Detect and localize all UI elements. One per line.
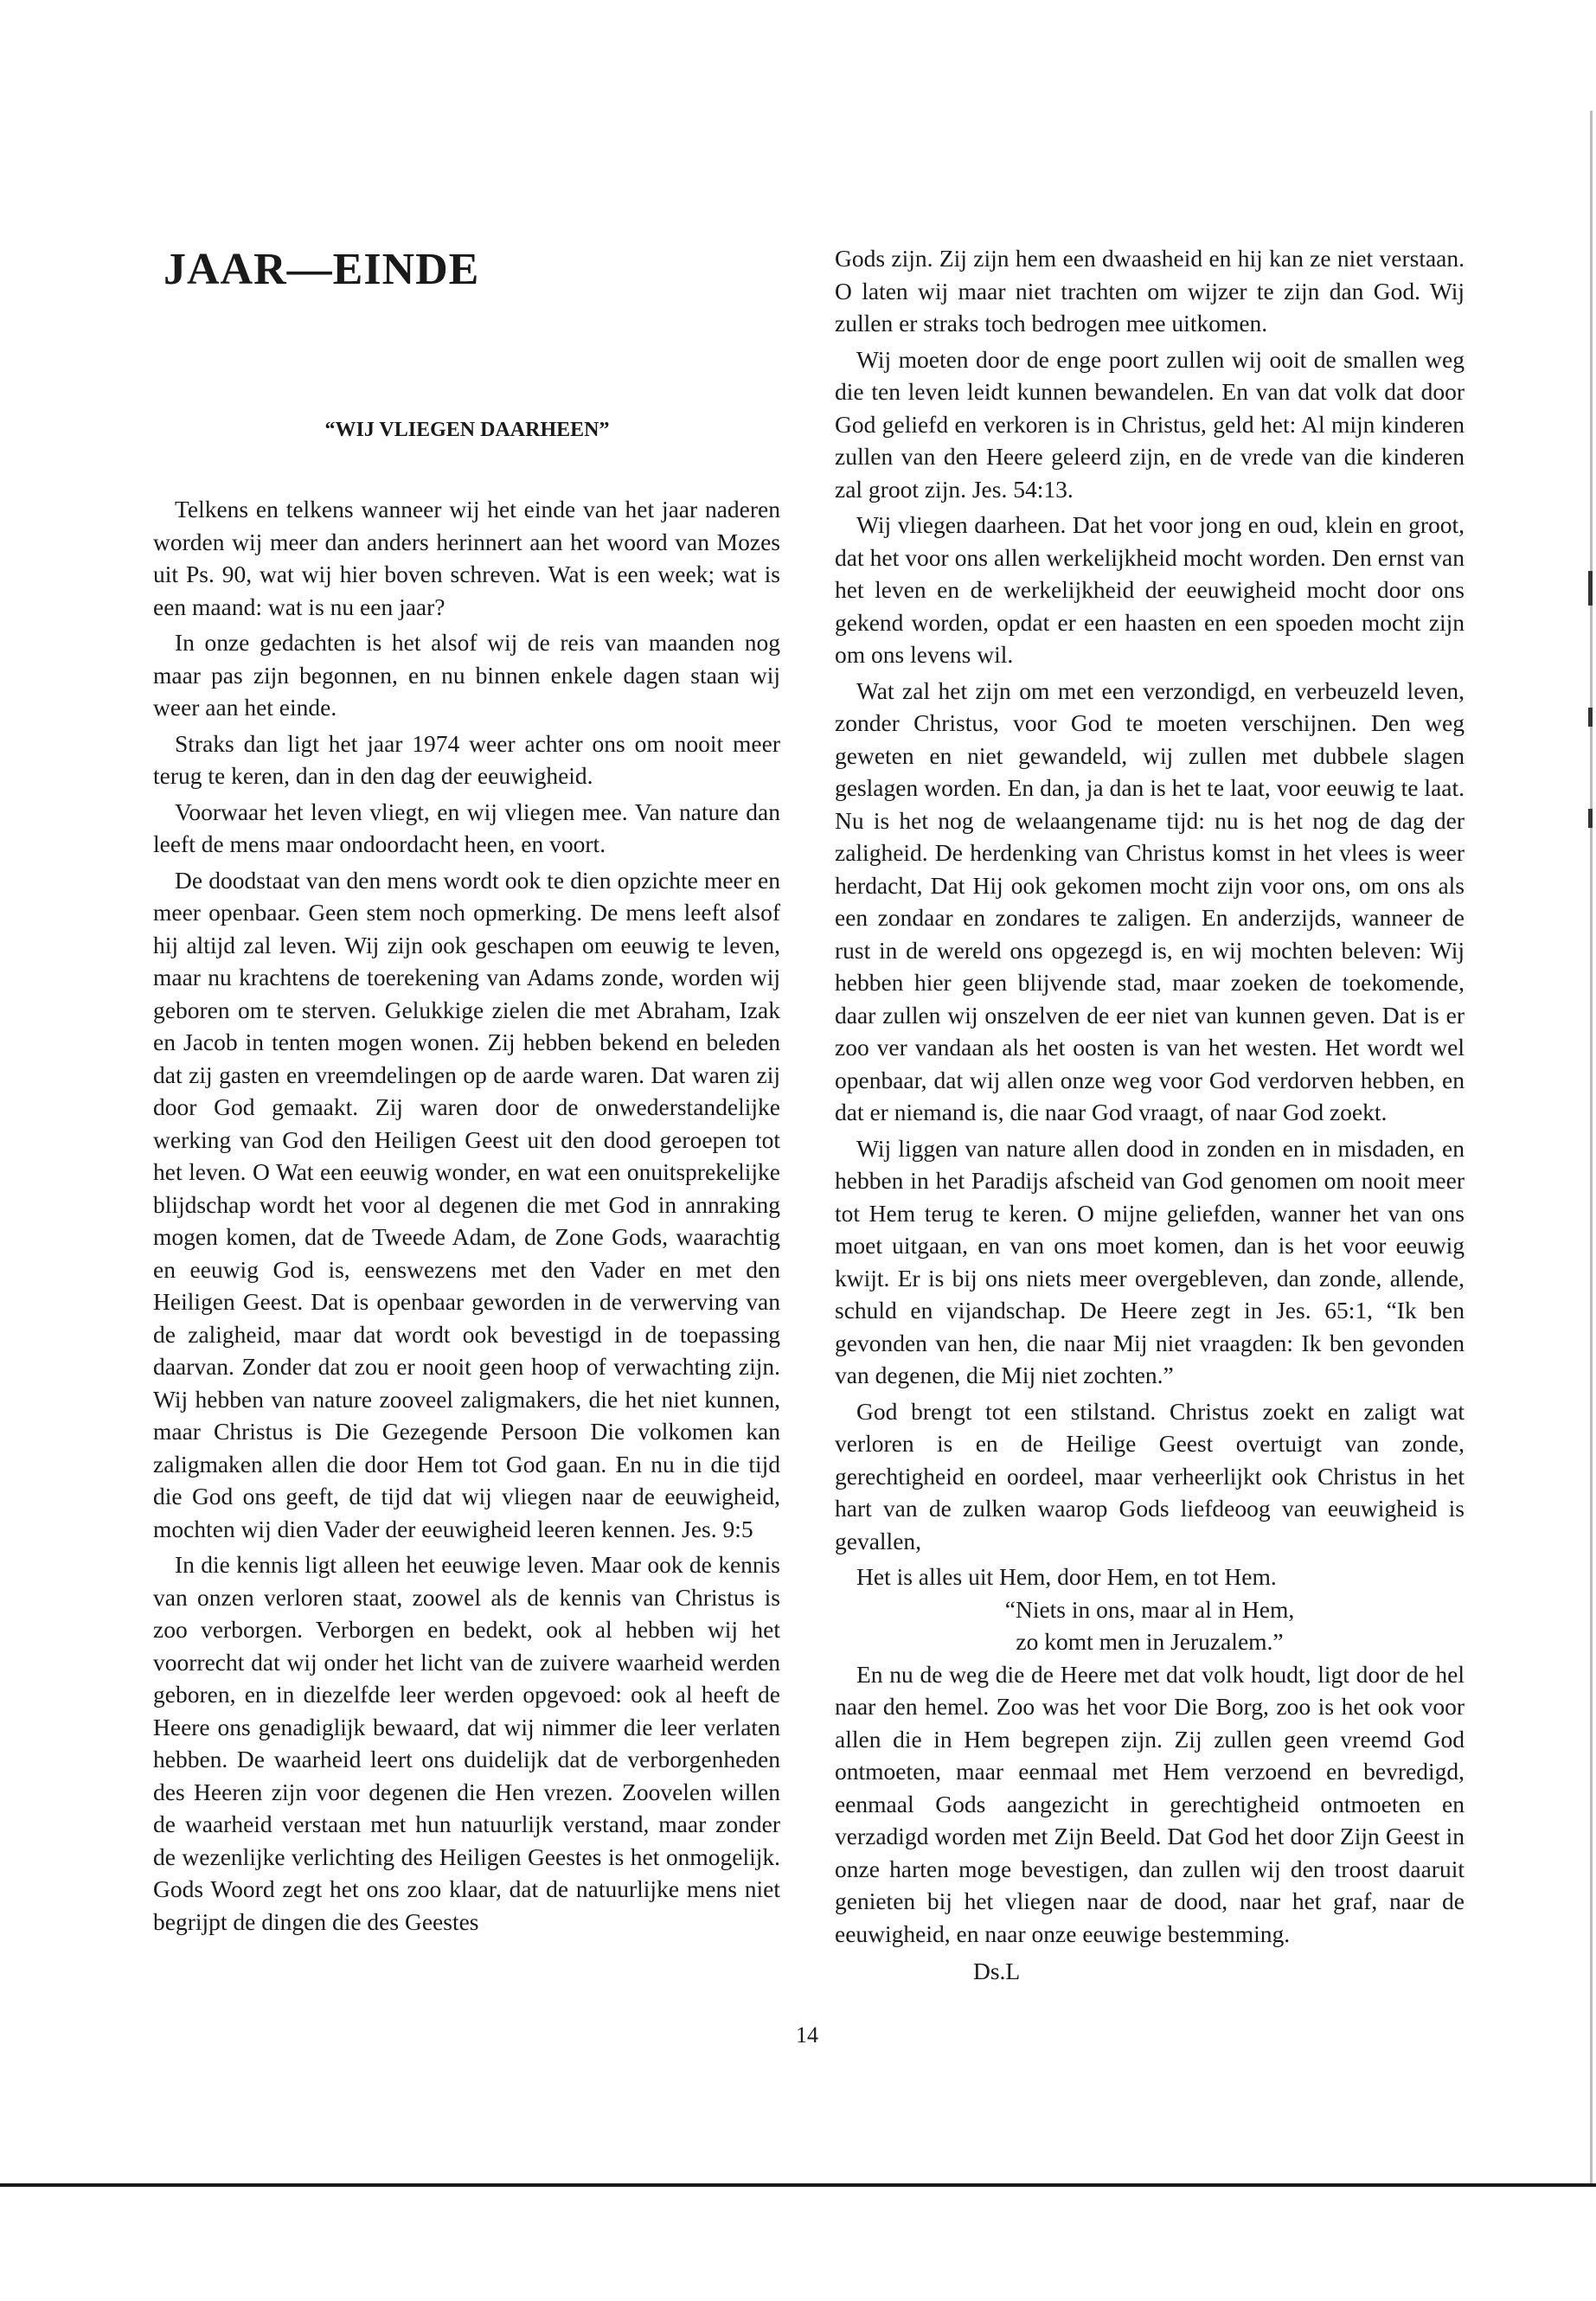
signature: Ds.L — [973, 1958, 1021, 1984]
paragraph: In onze gedachten is het alsof wij de reis van maanden nog maar pas zijn begonnen, en nu binnen enkele dagen staan wij weer aan het einde. — [153, 629, 780, 721]
quote-line: “Niets in ons, maar al in Hem, — [1004, 1595, 1295, 1623]
page-number: 14 — [796, 2022, 818, 2048]
paragraph: Wij moeten door de enge poort zullen wij ooit de smallen weg die ten leven leidt kunnen bewandelen. En van dat volk dat door God geliefd en verkoren is in Christus, geld het: Al mijn kinderen zullen van den Heere geleerd zijn, en de vrede van die kinderen zal groot zijn. Jes. 54:13. — [835, 345, 1465, 503]
scan-margin-top — [0, 0, 1596, 111]
paragraph: Straks dan ligt het jaar 1974 weer achter ons om nooit meer terug te keren, dan in den dag der eeuwigheid. — [153, 729, 780, 789]
page-edge-right — [1590, 111, 1593, 2187]
paragraph: Telkens en telkens wanneer wij het einde van het jaar naderen worden wij meer dan anders herinnert aan het woord van Mozes uit Ps. 90, wat wij hier boven schreven. Wat is een week; wat is een maand: wat is nu een jaar? — [153, 496, 780, 620]
scan-margin-bottom — [0, 2187, 1596, 2301]
paragraph: Wij liggen van nature allen dood in zonden en in misdaden, en hebben in het Paradijs afscheid van God genomen om nooit meer tot Hem terug te keren. O mijne geliefden, wanner het van ons moet uitgaan, en van ons moet komen, dan is het voor eeuwig kwijt. Er is bij ons niets meer overgebleven, dan zonde, allende, schuld en vijandschap. De Heere zegt in Jes. 65:1, “Ik ben gevonden van hen, die naar Mij niet vraagden: Ik ben gevonden van degenen, die Mij niet zochten.” — [835, 1134, 1465, 1388]
paragraph: De doodstaat van den mens wordt ook te dien opzichte meer en meer openbaar. Geen stem noch opmerking. De mens leeft alsof hij altijd zal leven. Wij zijn ook geschapen om eeuwig te leven, maar nu krachtens de toerekening van Adams zonde, worden wij geboren om te sterven. Gelukkige zielen die met Abraham, Izak en Jacob in tenten mogen wonen. Zij hebben bekend en beleden dat zij gasten en vreemdelingen op de aarde waren. Dat waren zij door God gemaakt. Zij waren door de onwederstandelijke werking van God den Heiligen Geest uit den dood geroepen tot het leven. O Wat een eeuwig wonder, en wat een onuitsprekelijke blijdschap wordt het voor al degenen die met God in annraking mogen komen, dat de Tweede Adam, de Zone Gods, waarachtig en eeuwig God is, eenswezens met den Vader en met den Heiligen Geest. Dat is openbaar geworden in de verwerving van de zaligheid, maar dat wordt ook bevestigd in de toepassing daarvan. Zonder dat zou er nooit geen hoop of verwachting zijn. Wij hebben van nature zooveel zaligmakers, die het niet kunnen, maar Christus is Die Gezegende Persoon Die volkomen kan zaligmaken allen die door Hem tot God gaan. En nu in die tijd die God ons geeft, de tijd dat wij vliegen naar de eeuwigheid, mochten wij dien Vader der eeuwigheid leeren kennen. Jes. 9:5 — [153, 866, 780, 1542]
paragraph: Gods zijn. Zij zijn hem een dwaasheid en hij kan ze niet verstaan. O laten wij maar niet trachten om wijzer te zijn dan God. Wij zullen er straks toch bedrogen mee uitkomen. — [835, 245, 1465, 336]
page-edge-mark — [1588, 571, 1593, 606]
left-column — [153, 493, 780, 1941]
page-edge-mark — [1588, 809, 1593, 828]
quote-line: zo komt men in Jeruzalem.” — [1016, 1628, 1284, 1655]
article-subtitle: “WIJ VLIEGEN DAARHEEN” — [324, 419, 610, 441]
paragraph: Wat zal het zijn om met een verzondigd, en verbeuzeld leven, zonder Christus, voor God te moeten verschijnen. Den weg geweten en niet gewandeld, wij zullen met dubbele slagen geslagen worden. En dan, ja dan is het te laat, voor eeuwig te laat. Nu is het nog de welaangename tijd: nu is het nog de dag der zaligheid. De herdenking van Christus komst in het vlees is weer herdacht, Dat Hij ook gekomen mocht zijn voor ons, om ons als een zondaar en zondares te zaligen. En anderzijds, wanneer de rust in de wereld ons opgezegd is, en wij mochten beleven: Wij hebben hier geen blijvende stad, maar zoeken de toekomende, daar zullen wij onszelven de eer niet van kunnen geven. Dat is er zoo ver vandaan als het oosten is van het westen. Het wordt wel openbaar, dat wij allen onze weg voor God verdorven hebben, en dat er niemand is, die naar God vraagt, of naar God zoekt. — [835, 676, 1465, 1125]
quote-intro: Het is alles uit Hem, door Hem, en tot Hem. — [856, 1563, 1277, 1590]
paragraph: En nu de weg die de Heere met dat volk houdt, ligt door de hel naar den hemel. Zoo was het voor Die Borg, zoo is het ook voor allen die in Hem begrepen zijn. Zij zullen geen vreemd God ontmoeten, maar eenmaal met Hem verzoend en bevredigd, eenmaal Gods aangezicht in gerechtigheid ontmoeten en verzadigd worden met Zijn Beeld. Dat God het door Zijn Geest in onze harten moge bevestigen, dan zullen wij den troost daaruit genieten bij het vliegen naar de dood, naar het graf, naar de eeuwigheid, en naar onze eeuwige bestemming. — [835, 1660, 1465, 1947]
paragraph: Voorwaar het leven vliegt, en wij vliegen mee. Van nature dan leeft de mens maar ondoordacht heen, en voort. — [153, 798, 780, 857]
page-edge-mark — [1588, 708, 1593, 727]
paragraph: God brengt tot een stilstand. Christus zoekt en zaligt wat verloren is en de Heilige Geest overtuigt van zonde, gerechtigheid en oordeel, maar verheerlijkt ook Christus in het hart van de zulken waarop Gods liefdeoog van eeuwigheid is gevallen, — [835, 1397, 1465, 1554]
paragraph: In die kennis ligt alleen het eeuwige leven. Maar ook de kennis van onzen verloren staat, zoowel als de kennis van Christus is zoo verborgen. Verborgen en bedekt, ook al hebben wij het voorrecht dat wij onder het licht van de zuivere waarheid werden geboren, en in diezelfde leer werden opgevoed: ook al heeft de Heere ons genadiglijk bewaard, dat wij nimmer die leer verlaten hebben. De waarheid leert ons duidelijk dat de verborgenheden des Heeren zijn voor degenen die Hen vrezen. Zoovelen willen de waarheid verstaan met hun natuurlijk verstand, maar zonder de wezenlijke verlichting des Heiligen Geestes is het onmogelijk. Gods Woord zegt het ons zoo klaar, dat de natuurlijke mens niet begrijpt de dingen die des Geestes — [153, 1551, 780, 1935]
right-column — [835, 242, 1465, 1991]
paragraph: Wij vliegen daarheen. Dat het voor jong en oud, klein en groot, dat het voor ons allen werkelijkheid mocht worden. Den ernst van het leven en de werkelijkheid der eeuwigheid mocht door ons gekend worden, opdat er een haasten en een spoeden mocht zijn om ons levens wil. — [835, 511, 1465, 668]
article-title: JAAR—EINDE — [163, 245, 480, 294]
